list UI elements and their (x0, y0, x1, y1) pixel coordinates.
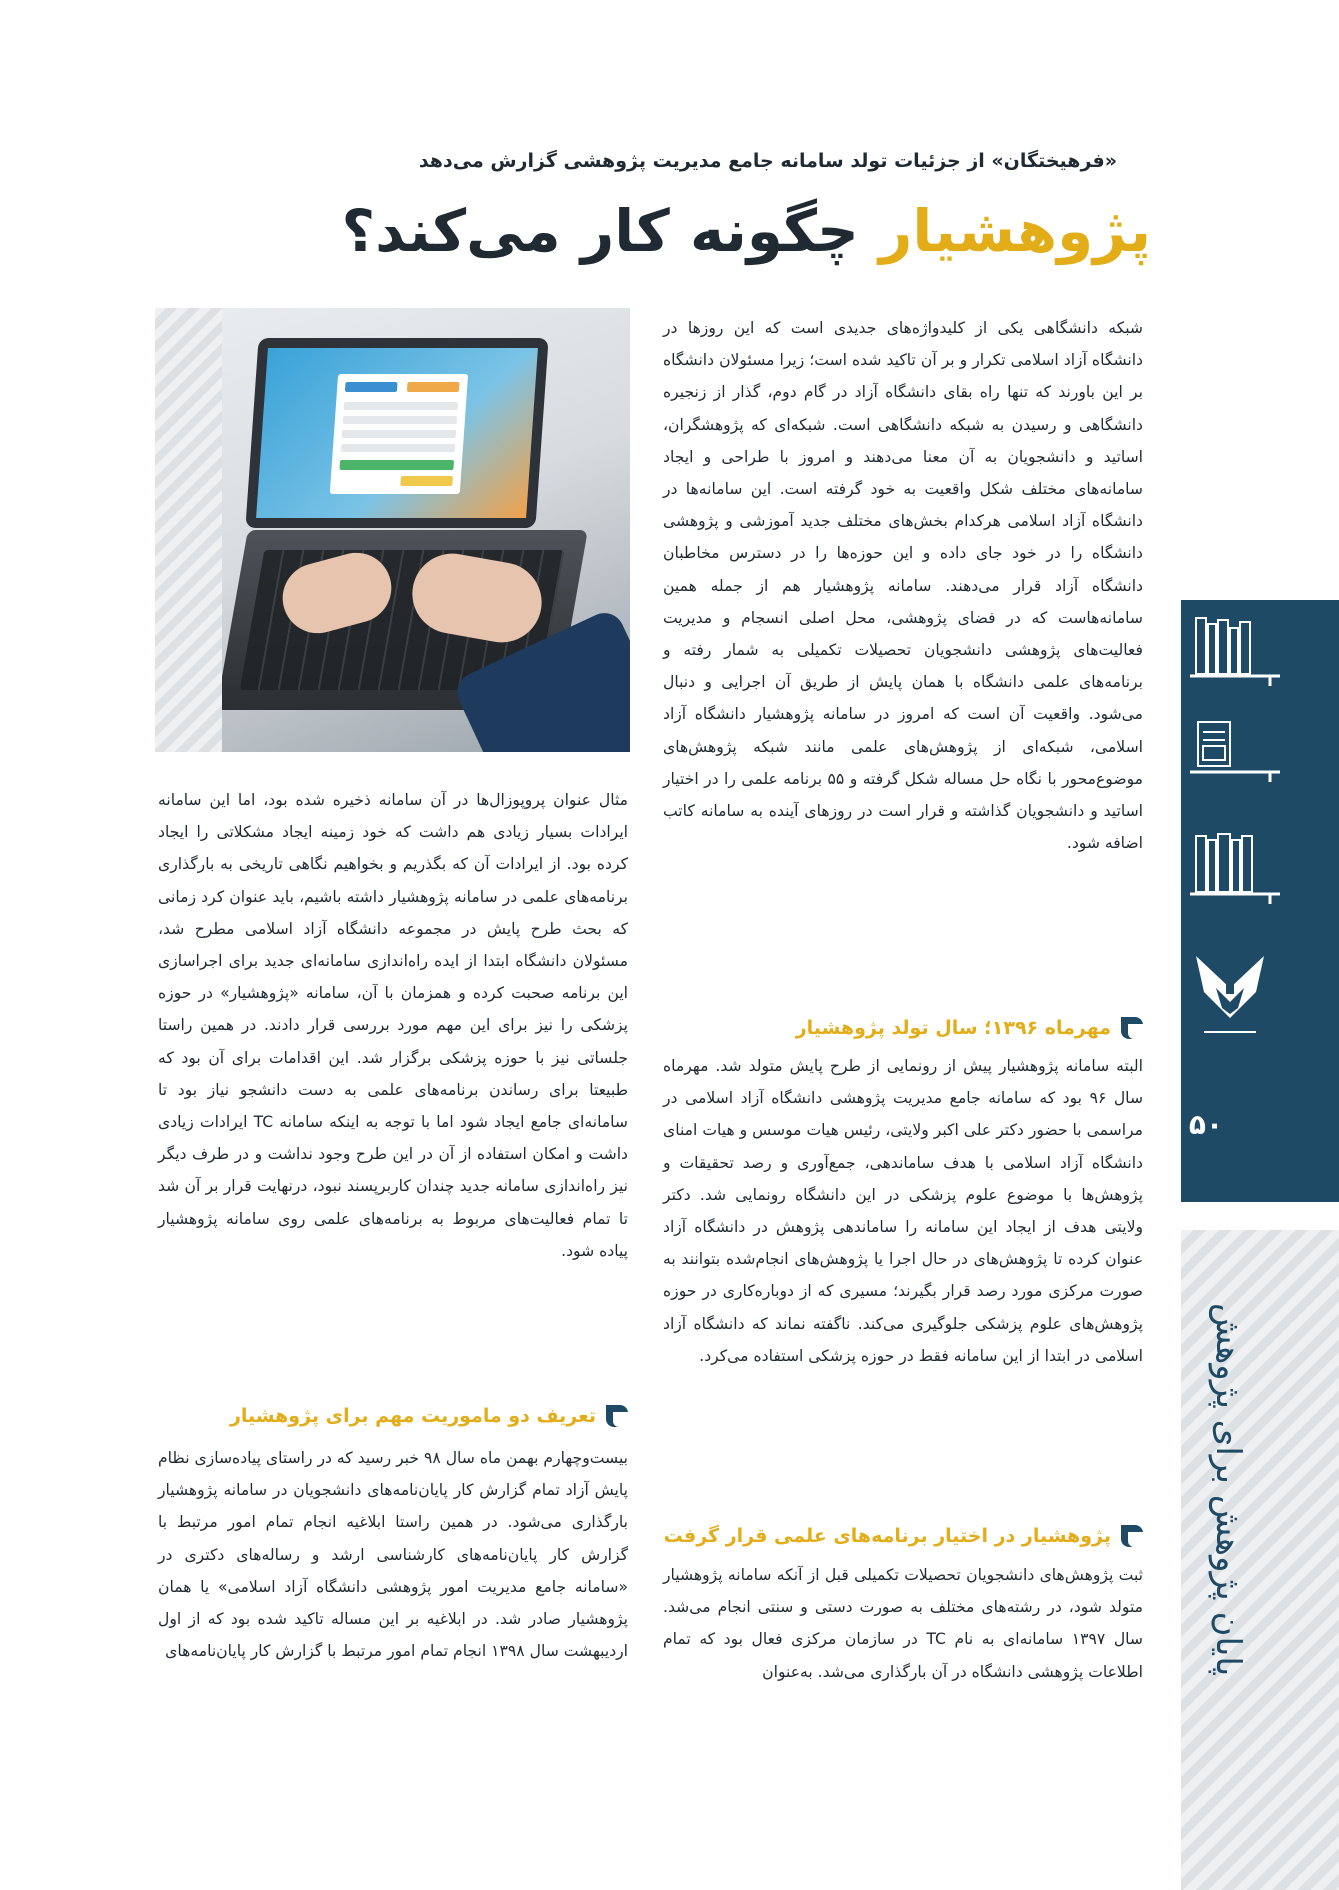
article-intro (663, 312, 1143, 859)
section-heading-3 (158, 1398, 628, 1434)
section-bullet-icon (1121, 1017, 1143, 1039)
document-shelf-icon (1190, 712, 1280, 792)
section-2-paragraph: ثبت پژوهش‌های دانشجویان تحصیلات تکمیلی قبل از آنکه سامانه پژوهشیار متولد شود، در رشته‌های مختلف به صورت دستی و سنتی انجام می‌شد. سال ۱۳۹۷ سامانه‌ای به نام TC در سازمان مرکزی فعال بود که تمام اطلاعات پژوهشی دانشگاه در آن بارگذاری می‌شد. به‌عنوان (663, 1566, 1143, 1681)
article-kicker: «فرهیختگان» از جزئیات تولد سامانه جامع مدیریت پژوهشی گزارش می‌دهد (418, 150, 1117, 172)
section-1-paragraph: البته سامانه پژوهشیار پیش از رونمایی از طرح پایش متولد شد. مهرماه سال ۹۶ بود که سامانه جامع مدیریت پژوهشی دانشگاه آزاد اسلامی در مراسمی با حضور دکتر علی اکبر ولایتی، رئیس هیات موسس و هیات امنای دانشگاه آزاد اسلامی با هدف ساماندهی، جمع‌آوری و رصد تحقیقات و پژوهش‌ها با موضوع علوم پزشکی در این دانشگاه رونمایی شد. دکتر ولایتی هدف از ایجاد این سامانه را ساماندهی پژوهش در دانشگاه آزاد عنوان کرده تا پژوهش‌های در حال اجرا یا پژوهش‌های انجام‌شده بتوانند به صورت مرکزی مورد رصد قرار بگیرند؛ مسیری که از دوباره‌کاری در حوزه پژوهش‌های علوم پزشکی جلوگیری می‌کند. ناگفته نماند که دانشگاه آزاد اسلامی در ابتدا از این سامانه فقط در حوزه پزشکی استفاده می‌کرد. (663, 1057, 1144, 1365)
login-form-illustration (330, 374, 468, 494)
books-shelf-icon (1190, 830, 1280, 910)
article-title (151, 196, 1151, 266)
section-3-paragraph: بیست‌وچهارم بهمن ماه سال ۹۸ خبر رسید که در راستای پیاده‌سازی نظام پایش آزاد تمام گزارش کار پایان‌نامه‌های دانشجویان در سامانه پژوهشیار بارگذاری می‌شود. در همین راستا ابلاغیه انجام تمام امور مرتبط با گزارش کار پایان‌نامه‌های کارشناسی ارشد و رساله‌های دکتری در «سامانه جامع مدیریت امور پژوهشی دانشگاه آزاد اسلامی» یا همان پژوهشیار صادر شد. در ابلاغیه بر این مساله تاکید شده بود که از اول اردیبهشت سال ۱۳۹۸ انجام تمام امور مرتبط با گزارش کار پایان‌نامه‌های (158, 1449, 628, 1661)
section-1-body (663, 1050, 1143, 1372)
side-strip-pattern (1181, 1230, 1339, 1890)
section-heading-2 (663, 1518, 1143, 1554)
laptop-screen (245, 338, 548, 528)
left-column-body (158, 784, 628, 1267)
section-bullet-icon (606, 1405, 628, 1427)
section-heading-1 (663, 1010, 1143, 1046)
left-column-paragraph: مثال عنوان پروپوزال‌ها در آن سامانه ذخیره شده بود، اما این سامانه ایرادات بسیار زیادی هم داشت که خود زمینه ایجاد مشکلاتی را ایجاد کرده بود. از ایرادات آن که بگذریم و بخواهیم نگاهی تاریخی به بارگذاری برنامه‌های علمی در سامانه پژوهشیار داشته باشیم، باید عنوان کرد زمانی که بحث طرح پایش در مجموعه دانشگاه آزاد اسلامی مطرح شد، مسئولان دانشگاه ابتدا از ایده راه‌اندازی سامانه‌ای جدید برای اجراسازی این برنامه صحبت کرده و همزمان با آن، سامانه «پژوهشیار» در حوزه پزشکی را نیز برای این مهم مورد بررسی قرار دادند. در همین راستا جلساتی نیز با حوزه پزشکی برگزار شد. این اقدامات برای آن بود که طبیعتا برای رساندن برنامه‌های علمی به دست دانشجو نیاز بود تا سامانه‌ای جامع ایجاد شود اما با توجه به اینکه سامانه TC ایرادات زیادی داشت و امکان استفاده از آن در این طرح وجود نداشت و در طرف دیگر نیز راه‌اندازی سامانه جدید چندان کاربرپسند نبود، درنهایت قرار بر آن شد تا تمام فعالیت‌های مربوط به برنامه‌های علمی روی سامانه پژوهشیار پیاده شود. (158, 791, 628, 1260)
laptop-display (256, 348, 538, 518)
page-number: ۵۰ (1188, 1108, 1224, 1141)
article-title-highlight: پژوهشیار (879, 197, 1151, 265)
section-3-body (158, 1442, 628, 1667)
section-heading-2-text: پژوهشیار در اختیار برنامه‌های علمی قرار گرفت (663, 1525, 1111, 1547)
laptop-photo (222, 308, 630, 752)
bookshelf-icon (1190, 610, 1280, 690)
section-heading-1-text: مهرماه ۱۳۹۶؛ سال تولد پژوهشیار (795, 1017, 1111, 1039)
series-title: پایان پژوهش برای پژوهش (1208, 1303, 1248, 1677)
section-2-body (663, 1559, 1143, 1688)
university-logo-icon (1190, 948, 1270, 1044)
article-title-rest: چگونه کار می‌کند؟ (341, 197, 879, 265)
section-heading-3-text: تعریف دو ماموریت مهم برای پژوهشیار (229, 1405, 596, 1427)
intro-paragraph: شبکه دانشگاهی یکی از کلیدواژه‌های جدیدی است که این روزها در دانشگاه آزاد اسلامی تکرار و بر آن تاکید شده است؛ زیرا مسئولان دانشگاه بر این باورند که تنها راه بقای دانشگاه آزاد در گام دوم، گذار از زنجیره دانشگاهی و رسیدن به شبکه دانشگاهی است. شبکه‌ای که پژوهشگران، اساتید و دانشجویان به آن معنا می‌دهند و امروز با طراحی و ایجاد سامانه‌های مختلف شکل واقعیت به خود گرفته است. این سامانه‌ها در دانشگاه آزاد اسلامی هرکدام بخش‌های مختلف جدید آموزشی و پژوهشی دانشگاه را در خود جای داده و این حوزه‌ها را در دسترس مخاطبان دانشگاه آزاد قرار می‌دهند. سامانه پژوهشیار هم از جمله همین سامانه‌هاست که در فضای پژوهشی، محل اصلی انسجام و مدیریت فعالیت‌های پژوهشی دانشجویان تحصیلات تکمیلی به شمار رفته و برنامه‌های علمی دانشگاه با همان پایش از طریق آن اجرایی و دنبال می‌شود. واقعیت آن است که امروز در سامانه پژوهشیار دانشگاه آزاد اسلامی، شبکه‌ای از پژوهش‌های علمی مانند شبکه پژوهش‌های موضوع‌محور با نگاه حل مساله شکل گرفته و ۵۵ برنامه علمی را در اختیار اساتید و دانشجویان گذاشته و قرار است در روزهای آینده به سامانه کاتب اضافه شود. (663, 319, 1144, 853)
section-bullet-icon (1121, 1525, 1143, 1547)
